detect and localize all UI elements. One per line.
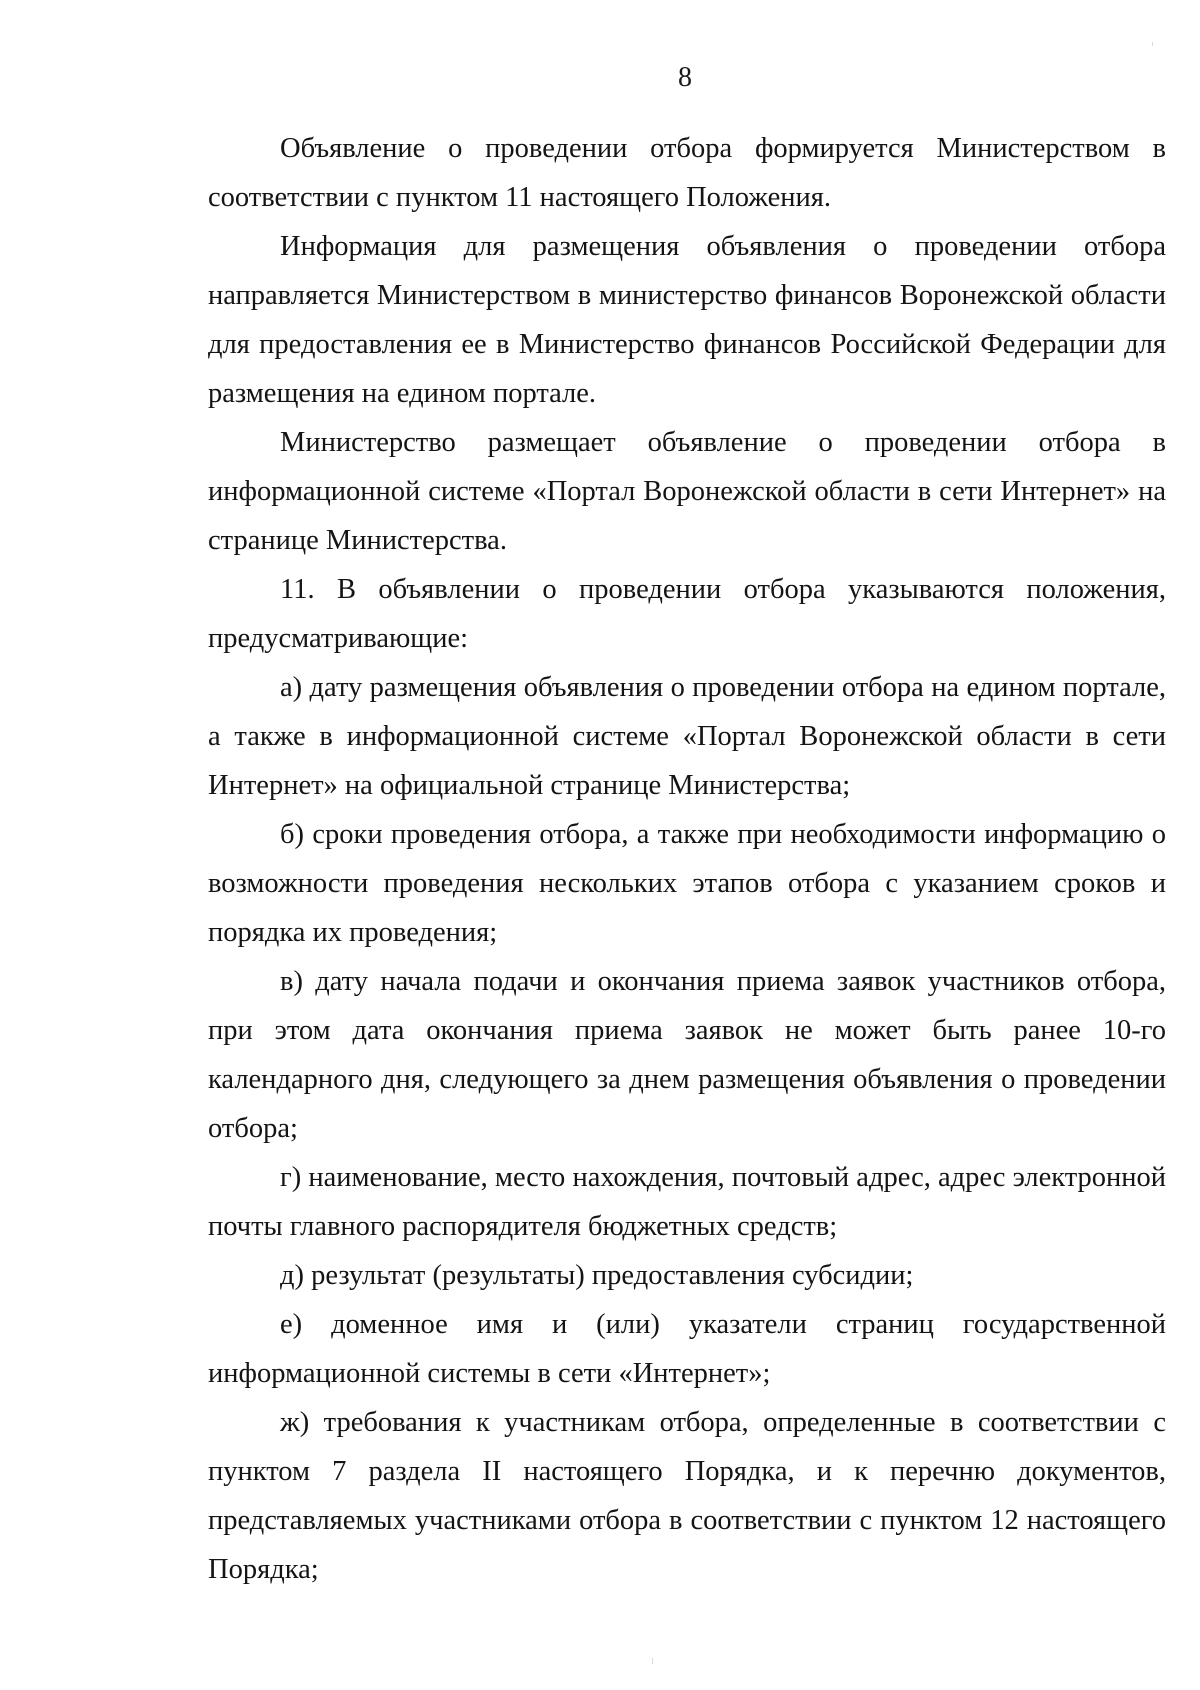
paragraph-item-e: е) доменное имя и (или) указатели страниц государственной информационной системы в сети «Интернет»; <box>208 1309 1166 1389</box>
paragraph-item-11: 11. В объявлении о проведении отбора указываются положения, предусматривающие: <box>208 574 1166 654</box>
paragraph-item-a: а) дату размещения объявления о проведении отбора на едином портале, а также в информационной системе «Портал Воронежской области в сети Интернет» на официальной странице Министерства; <box>208 672 1166 801</box>
scan-artifact-top-right <box>1152 42 1153 46</box>
paragraph-item-b: б) сроки проведения отбора, а также при необходимости информацию о возможности проведения нескольких этапов отбора с указанием сроков и порядка их проведения; <box>208 819 1166 948</box>
paragraph-announcement-formation: Объявление о проведении отбора формируется Министерством в соответствии с пунктом 11 настоящего Положения. <box>208 133 1166 213</box>
paragraph-information-placement: Информация для размещения объявления о проведении отбора направляется Министерством в министерство финансов Воронежской области для предоставления ее в Министерство финансов Российской Федерации для размещения на едином портале. <box>208 231 1166 409</box>
document-body <box>208 124 1166 1594</box>
paragraph-item-g: г) наименование, место нахождения, почтовый адрес, адрес электронной почты главного распорядителя бюджетных средств; <box>208 1162 1166 1242</box>
paragraph-item-d: д) результат (результаты) предоставления субсидии; <box>280 1260 914 1291</box>
scan-artifact-bottom <box>652 1658 653 1664</box>
paragraph-item-zh: ж) требования к участникам отбора, определенные в соответствии с пунктом 7 раздела II настоящего Порядка, и к перечню документов, представляемых участниками отбора в соответствии с пунктом 12 настоящего Порядка; <box>208 1407 1166 1585</box>
paragraph-ministry-posting: Министерство размещает объявление о проведении отбора в информационной системе «Портал Воронежской области в сети Интернет» на странице Министерства. <box>208 427 1166 556</box>
paragraph-item-v: в) дату начала подачи и окончания приема заявок участников отбора, при этом дата окончания приема заявок не может быть ранее 10-го календарного дня, следующего за днем размещения объявления о проведении отбора; <box>208 966 1166 1144</box>
page-number: 8 <box>678 62 692 93</box>
